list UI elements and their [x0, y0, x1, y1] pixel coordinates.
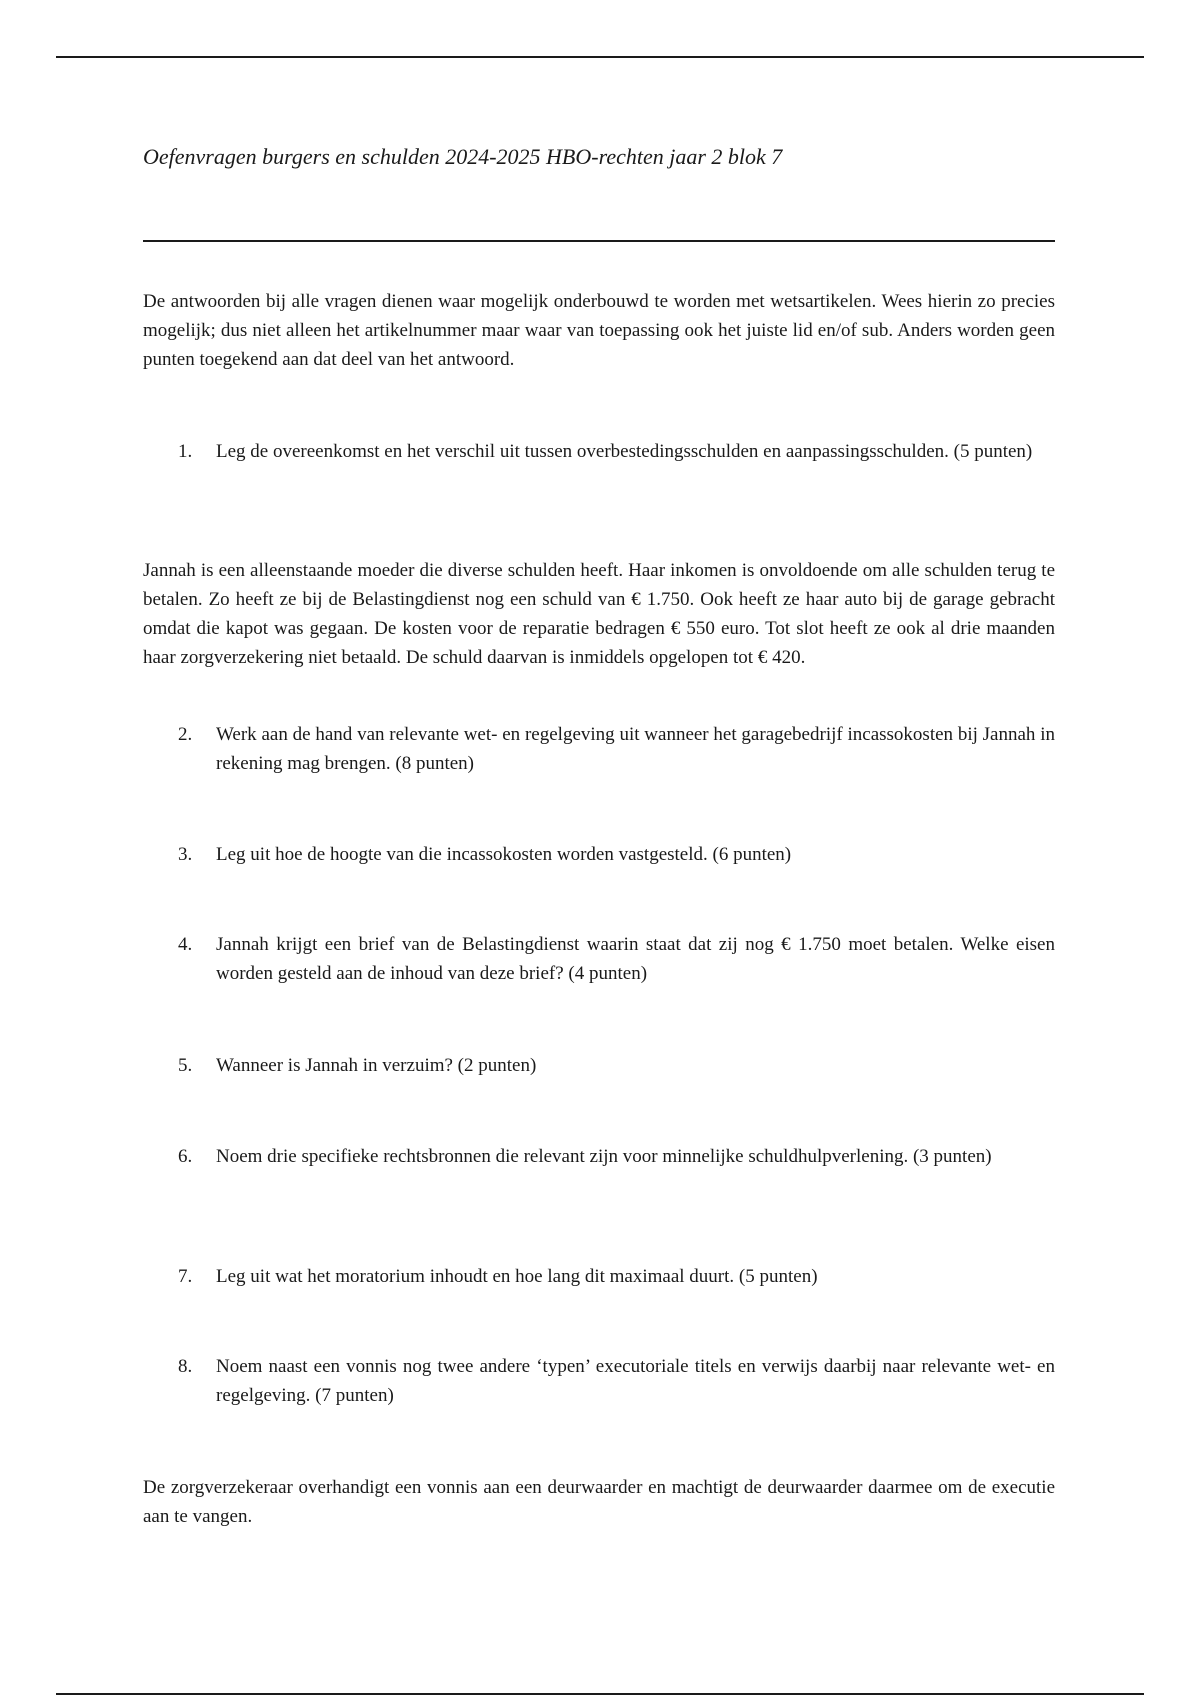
- question-number: 2.: [178, 724, 193, 745]
- top-border-line: [56, 56, 1144, 58]
- question-5: [143, 1051, 1055, 1080]
- question-number: 7.: [178, 1266, 193, 1287]
- question-2: [143, 720, 1055, 778]
- question-number: 6.: [178, 1146, 193, 1167]
- question-text: Noem drie specifieke rechtsbronnen die relevant zijn voor minnelijke schuldhulpverlening. (3 punten): [216, 1146, 992, 1167]
- bottom-border-line: [56, 1693, 1144, 1695]
- question-number: 5.: [178, 1055, 193, 1076]
- title-divider: [143, 240, 1055, 242]
- question-text: Jannah krijgt een brief van de Belastingdienst waarin staat dat zij nog € 1.750 moet betalen. Welke eisen worden gesteld aan de inhoud van deze brief? (4 punten): [216, 934, 1055, 984]
- question-text: Leg de overeenkomst en het verschil uit tussen overbestedingsschulden en aanpassingsschulden. (5 punten): [216, 441, 1033, 462]
- question-4: [143, 930, 1055, 988]
- question-text: Leg uit wat het moratorium inhoudt en hoe lang dit maximaal duurt. (5 punten): [216, 1266, 818, 1287]
- question-text: Werk aan de hand van relevante wet- en regelgeving uit wanneer het garagebedrijf incassokosten bij Jannah in rekening mag brengen. (8 punten): [216, 724, 1055, 774]
- question-number: 3.: [178, 844, 193, 865]
- question-7: [143, 1262, 1055, 1291]
- closing-paragraph: De zorgverzekeraar overhandigt een vonnis aan een deurwaarder en machtigt de deurwaarder daarmee om de executie aan te vangen.: [143, 1477, 1055, 1527]
- document-title: Oefenvragen burgers en schulden 2024-2025 HBO-rechten jaar 2 blok 7: [143, 144, 783, 169]
- question-number: 4.: [178, 934, 193, 955]
- question-text: Leg uit hoe de hoogte van die incassokosten worden vastgesteld. (6 punten): [216, 844, 792, 865]
- question-1: [143, 437, 1055, 466]
- question-6: [143, 1142, 1055, 1171]
- question-text: Wanneer is Jannah in verzuim? (2 punten): [216, 1055, 537, 1076]
- intro-paragraph: De antwoorden bij alle vragen dienen waar mogelijk onderbouwd te worden met wetsartikelen. Wees hierin zo precies mogelijk; dus niet alleen het artikelnummer maar waar van toepassing ook het juiste lid en/of sub. Anders worden geen punten toegekend aan dat deel van het antwoord.: [143, 291, 1055, 370]
- case-paragraph: Jannah is een alleenstaande moeder die diverse schulden heeft. Haar inkomen is onvoldoende om alle schulden terug te betalen. Zo heeft ze bij de Belastingdienst nog een schuld van € 1.750. Ook heeft ze haar auto bij de garage gebracht omdat die kapot was gegaan. De kosten voor de reparatie bedragen € 550 euro. Tot slot heeft ze ook al drie maanden haar zorgverzekering niet betaald. De schuld daarvan is inmiddels opgelopen tot € 420.: [143, 560, 1055, 668]
- question-8: [143, 1352, 1055, 1410]
- question-3: [143, 840, 1055, 869]
- question-text: Noem naast een vonnis nog twee andere ‘typen’ executoriale titels en verwijs daarbij naar relevante wet- en regelgeving. (7 punten): [216, 1356, 1055, 1406]
- question-number: 1.: [178, 441, 193, 462]
- question-number: 8.: [178, 1356, 193, 1377]
